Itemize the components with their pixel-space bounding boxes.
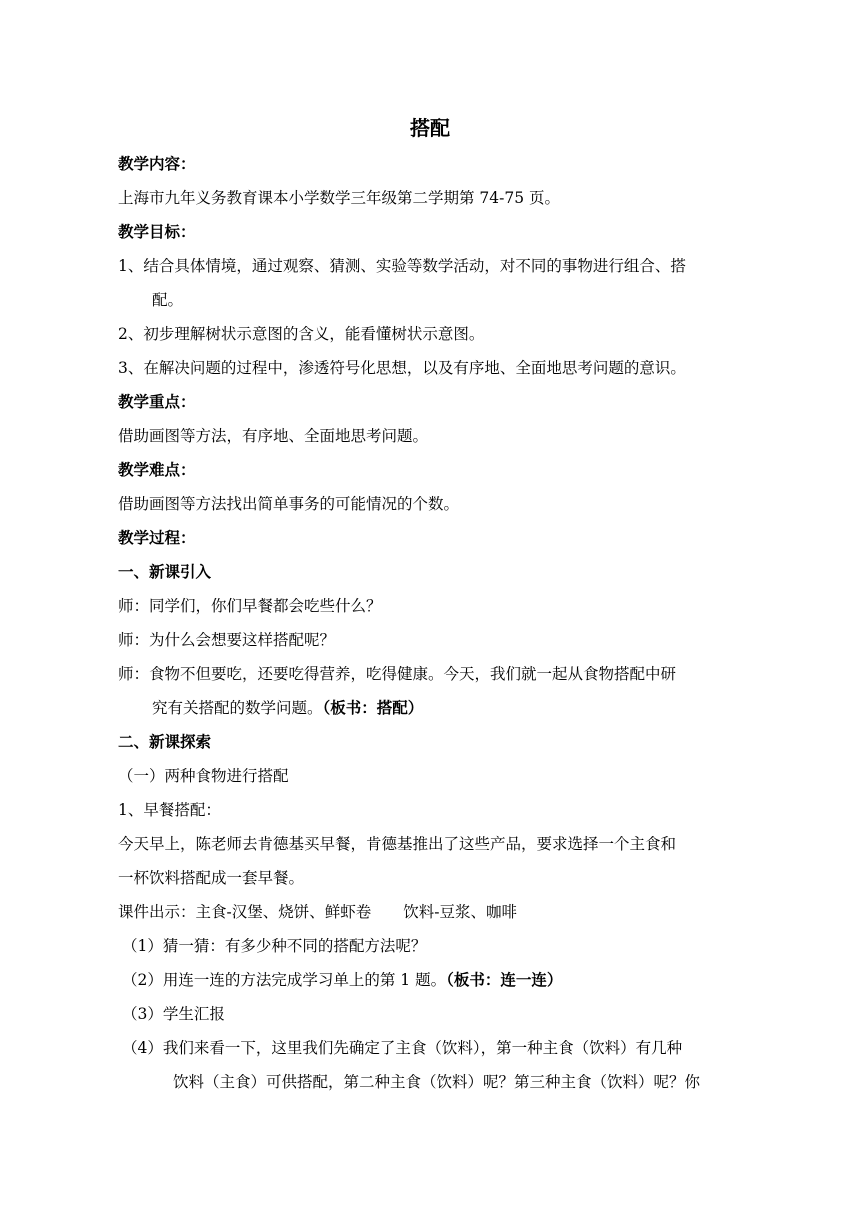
teacher-line-2: 师：为什么会想要这样搭配呢？ [118, 631, 336, 649]
teacher-line-3: 师：食物不但要吃，还要吃得营养，吃得健康。今天，我们就一起从食物搭配中研 [118, 665, 677, 683]
key-text: 借助画图等方法，有序地、全面地思考问题。 [118, 427, 429, 445]
courseware-staples: 课件出示：主食-汉堡、烧饼、鲜虾卷 [118, 903, 372, 921]
courseware-line [118, 901, 768, 923]
teacher-line-3-cont [152, 697, 802, 719]
goal-2: 2、初步理解树状示意图的含义，能看懂树状示意图。 [118, 325, 485, 343]
process-heading: 教学过程： [118, 528, 196, 547]
step-4-line-2: 饮料（主食）可供搭配，第二种主食（饮料）呢？第三种主食（饮料）呢？你 [173, 1073, 701, 1091]
difficulty-text: 借助画图等方法找出简单事务的可能情况的个数。 [118, 495, 460, 513]
goals-heading: 教学目标： [118, 222, 196, 241]
step-3: （3）学生汇报 [122, 1005, 225, 1023]
board-note-lianyilian: （板书：连一连） [446, 970, 563, 989]
part-1-heading: 一、新课引入 [118, 562, 212, 581]
key-heading: 教学重点： [118, 392, 196, 411]
goal-1-line-2: 配。 [152, 291, 184, 309]
page-title: 搭配 [410, 116, 450, 140]
courseware-drinks: 饮料-豆浆、咖啡 [403, 903, 517, 921]
content-heading: 教学内容： [118, 154, 196, 173]
content-text: 上海市九年义务教育课本小学数学三年级第二学期第 74-75 页。 [118, 189, 561, 207]
goal-3: 3、在解决问题的过程中，渗透符号化思想，以及有序地、全面地思考问题的意识。 [118, 359, 686, 377]
teacher-line-1: 师：同学们，你们早餐都会吃些什么？ [118, 597, 382, 615]
step-4-line-1: （4）我们来看一下，这里我们先确定了主食（饮料），第一种主食（饮料）有几种 [122, 1039, 683, 1057]
paragraph-line-1: 今天早上，陈老师去肯德基买早餐，肯德基推出了这些产品，要求选择一个主食和 [118, 835, 677, 853]
subsection-1: （一）两种食物进行搭配 [118, 767, 289, 785]
part-2-heading: 二、新课探索 [118, 732, 212, 751]
step-1: （1）猜一猜：有多少种不同的搭配方法呢？ [122, 937, 427, 955]
paragraph-line-2: 一杯饮料搭配成一套早餐。 [118, 869, 305, 887]
goal-1-line-1: 1、结合具体情境，通过观察、猜测、实验等数学活动，对不同的事物进行组合、搭 [118, 257, 686, 275]
item-1: 1、早餐搭配： [118, 801, 221, 819]
step-2 [122, 969, 772, 991]
teacher-line-3-text: 究有关搭配的数学问题。 [152, 699, 323, 717]
board-note-dapei: （板书：搭配） [322, 698, 424, 717]
difficulty-heading: 教学难点： [118, 460, 196, 479]
step-2-text: （2）用连一连的方法完成学习单上的第 1 题。 [122, 971, 447, 989]
